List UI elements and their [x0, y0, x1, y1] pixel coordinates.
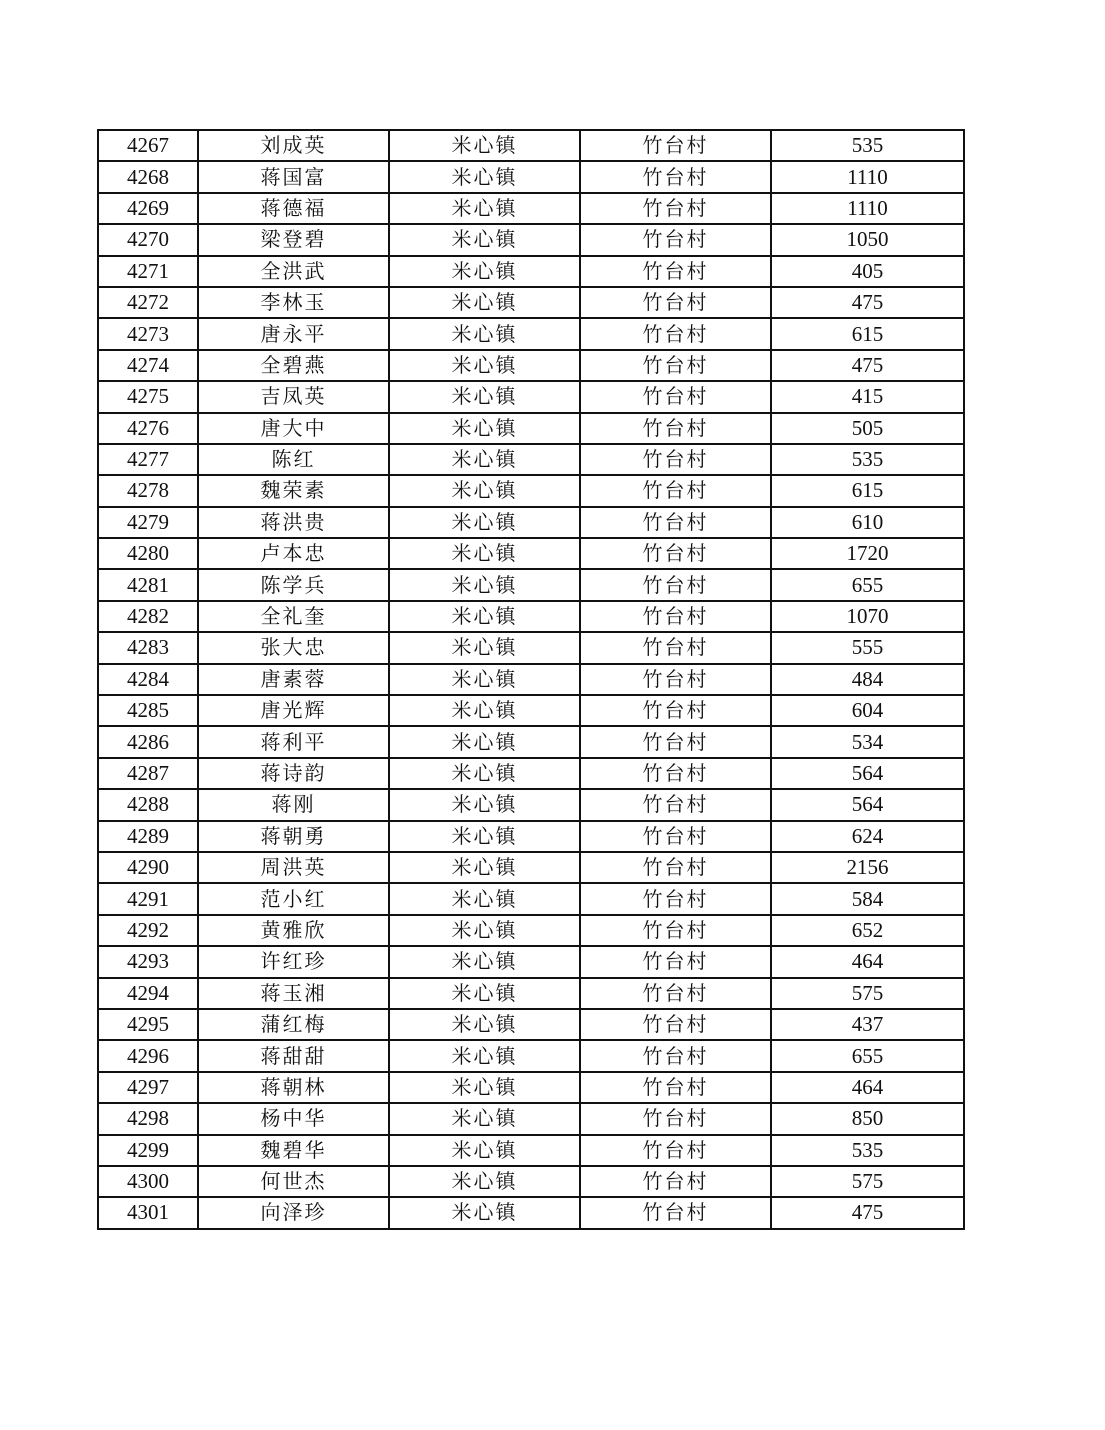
cell-village: 竹台村	[580, 1197, 771, 1228]
cell-name: 全洪武	[198, 256, 389, 287]
cell-name: 全礼奎	[198, 601, 389, 632]
cell-amount: 655	[771, 569, 964, 600]
table-row	[98, 601, 964, 632]
cell-amount: 610	[771, 507, 964, 538]
cell-id: 4275	[98, 381, 198, 412]
cell-town: 米心镇	[389, 632, 580, 663]
cell-id: 4289	[98, 821, 198, 852]
cell-name: 卢本忠	[198, 538, 389, 569]
cell-town: 米心镇	[389, 538, 580, 569]
cell-name: 刘成英	[198, 130, 389, 161]
cell-town: 米心镇	[389, 413, 580, 444]
cell-village: 竹台村	[580, 1166, 771, 1197]
table-row	[98, 569, 964, 600]
cell-amount: 555	[771, 632, 964, 663]
cell-amount: 1110	[771, 161, 964, 192]
cell-id: 4271	[98, 256, 198, 287]
cell-town: 米心镇	[389, 758, 580, 789]
table-row	[98, 381, 964, 412]
table-row	[98, 475, 964, 506]
cell-village: 竹台村	[580, 1040, 771, 1071]
table-row	[98, 1072, 964, 1103]
cell-id: 4285	[98, 695, 198, 726]
cell-name: 张大忠	[198, 632, 389, 663]
cell-id: 4299	[98, 1135, 198, 1166]
cell-village: 竹台村	[580, 569, 771, 600]
cell-amount: 1070	[771, 601, 964, 632]
cell-name: 唐光辉	[198, 695, 389, 726]
cell-village: 竹台村	[580, 193, 771, 224]
table-row	[98, 256, 964, 287]
table-row	[98, 1197, 964, 1228]
cell-name: 蒋国富	[198, 161, 389, 192]
cell-village: 竹台村	[580, 318, 771, 349]
roster-table	[97, 129, 965, 1230]
cell-amount: 564	[771, 758, 964, 789]
cell-amount: 475	[771, 350, 964, 381]
cell-amount: 475	[771, 1197, 964, 1228]
table-row	[98, 789, 964, 820]
cell-id: 4276	[98, 413, 198, 444]
cell-town: 米心镇	[389, 475, 580, 506]
cell-amount: 535	[771, 130, 964, 161]
cell-amount: 1110	[771, 193, 964, 224]
cell-town: 米心镇	[389, 978, 580, 1009]
cell-id: 4282	[98, 601, 198, 632]
cell-town: 米心镇	[389, 318, 580, 349]
table-row	[98, 507, 964, 538]
cell-village: 竹台村	[580, 1072, 771, 1103]
cell-name: 梁登碧	[198, 224, 389, 255]
cell-amount: 464	[771, 946, 964, 977]
cell-village: 竹台村	[580, 664, 771, 695]
cell-town: 米心镇	[389, 224, 580, 255]
cell-village: 竹台村	[580, 287, 771, 318]
cell-name: 唐素蓉	[198, 664, 389, 695]
cell-town: 米心镇	[389, 130, 580, 161]
cell-village: 竹台村	[580, 726, 771, 757]
cell-amount: 1050	[771, 224, 964, 255]
cell-name: 蒋德福	[198, 193, 389, 224]
cell-name: 全碧燕	[198, 350, 389, 381]
cell-village: 竹台村	[580, 130, 771, 161]
cell-town: 米心镇	[389, 883, 580, 914]
cell-village: 竹台村	[580, 1009, 771, 1040]
cell-amount: 505	[771, 413, 964, 444]
table-row	[98, 664, 964, 695]
cell-id: 4296	[98, 1040, 198, 1071]
cell-town: 米心镇	[389, 350, 580, 381]
cell-town: 米心镇	[389, 193, 580, 224]
table-row	[98, 444, 964, 475]
table-row	[98, 193, 964, 224]
cell-amount: 655	[771, 1040, 964, 1071]
cell-town: 米心镇	[389, 256, 580, 287]
cell-name: 蒋甜甜	[198, 1040, 389, 1071]
cell-town: 米心镇	[389, 1103, 580, 1134]
cell-village: 竹台村	[580, 350, 771, 381]
cell-village: 竹台村	[580, 978, 771, 1009]
table-row	[98, 1103, 964, 1134]
cell-town: 米心镇	[389, 915, 580, 946]
cell-name: 李林玉	[198, 287, 389, 318]
cell-amount: 624	[771, 821, 964, 852]
cell-village: 竹台村	[580, 946, 771, 977]
cell-id: 4274	[98, 350, 198, 381]
cell-name: 周洪英	[198, 852, 389, 883]
cell-name: 蒋洪贵	[198, 507, 389, 538]
cell-id: 4287	[98, 758, 198, 789]
cell-name: 陈红	[198, 444, 389, 475]
cell-village: 竹台村	[580, 444, 771, 475]
cell-name: 蒋诗韵	[198, 758, 389, 789]
cell-name: 蒋利平	[198, 726, 389, 757]
cell-name: 唐永平	[198, 318, 389, 349]
cell-village: 竹台村	[580, 821, 771, 852]
cell-village: 竹台村	[580, 601, 771, 632]
cell-name: 黄雅欣	[198, 915, 389, 946]
cell-id: 4280	[98, 538, 198, 569]
cell-town: 米心镇	[389, 664, 580, 695]
table-row	[98, 538, 964, 569]
cell-id: 4293	[98, 946, 198, 977]
cell-village: 竹台村	[580, 224, 771, 255]
cell-amount: 564	[771, 789, 964, 820]
cell-amount: 850	[771, 1103, 964, 1134]
table-row	[98, 946, 964, 977]
cell-id: 4300	[98, 1166, 198, 1197]
table-row	[98, 978, 964, 1009]
cell-name: 陈学兵	[198, 569, 389, 600]
cell-town: 米心镇	[389, 1072, 580, 1103]
cell-town: 米心镇	[389, 852, 580, 883]
cell-name: 魏荣素	[198, 475, 389, 506]
cell-town: 米心镇	[389, 1135, 580, 1166]
cell-village: 竹台村	[580, 1135, 771, 1166]
table-row	[98, 1135, 964, 1166]
cell-amount: 615	[771, 475, 964, 506]
cell-id: 4279	[98, 507, 198, 538]
cell-name: 范小红	[198, 883, 389, 914]
cell-town: 米心镇	[389, 726, 580, 757]
cell-id: 4278	[98, 475, 198, 506]
cell-town: 米心镇	[389, 695, 580, 726]
cell-town: 米心镇	[389, 1197, 580, 1228]
cell-village: 竹台村	[580, 256, 771, 287]
cell-town: 米心镇	[389, 381, 580, 412]
table-row	[98, 695, 964, 726]
table-row	[98, 1166, 964, 1197]
cell-name: 蒋朝勇	[198, 821, 389, 852]
cell-amount: 415	[771, 381, 964, 412]
cell-town: 米心镇	[389, 1009, 580, 1040]
table-row	[98, 130, 964, 161]
cell-amount: 604	[771, 695, 964, 726]
table-row	[98, 726, 964, 757]
cell-name: 向泽珍	[198, 1197, 389, 1228]
cell-id: 4288	[98, 789, 198, 820]
cell-amount: 464	[771, 1072, 964, 1103]
cell-town: 米心镇	[389, 507, 580, 538]
cell-id: 4290	[98, 852, 198, 883]
cell-village: 竹台村	[580, 507, 771, 538]
cell-amount: 615	[771, 318, 964, 349]
cell-id: 4295	[98, 1009, 198, 1040]
cell-name: 何世杰	[198, 1166, 389, 1197]
cell-village: 竹台村	[580, 475, 771, 506]
table-row	[98, 1040, 964, 1071]
cell-town: 米心镇	[389, 569, 580, 600]
cell-name: 唐大中	[198, 413, 389, 444]
cell-amount: 652	[771, 915, 964, 946]
cell-id: 4268	[98, 161, 198, 192]
cell-id: 4277	[98, 444, 198, 475]
cell-village: 竹台村	[580, 883, 771, 914]
cell-town: 米心镇	[389, 821, 580, 852]
cell-town: 米心镇	[389, 287, 580, 318]
cell-id: 4297	[98, 1072, 198, 1103]
table-row	[98, 350, 964, 381]
cell-village: 竹台村	[580, 789, 771, 820]
cell-town: 米心镇	[389, 1166, 580, 1197]
cell-amount: 1720	[771, 538, 964, 569]
cell-name: 许红珍	[198, 946, 389, 977]
cell-village: 竹台村	[580, 161, 771, 192]
cell-amount: 484	[771, 664, 964, 695]
table-row	[98, 632, 964, 663]
table-row	[98, 915, 964, 946]
cell-amount: 575	[771, 1166, 964, 1197]
cell-id: 4269	[98, 193, 198, 224]
table-row	[98, 318, 964, 349]
table-row	[98, 821, 964, 852]
cell-id: 4283	[98, 632, 198, 663]
cell-id: 4281	[98, 569, 198, 600]
cell-village: 竹台村	[580, 758, 771, 789]
cell-town: 米心镇	[389, 444, 580, 475]
table-row	[98, 413, 964, 444]
table-row	[98, 758, 964, 789]
cell-amount: 535	[771, 1135, 964, 1166]
table-row	[98, 287, 964, 318]
cell-amount: 405	[771, 256, 964, 287]
cell-village: 竹台村	[580, 538, 771, 569]
cell-id: 4294	[98, 978, 198, 1009]
cell-id: 4270	[98, 224, 198, 255]
cell-amount: 535	[771, 444, 964, 475]
cell-name: 蒋玉湘	[198, 978, 389, 1009]
table-row	[98, 883, 964, 914]
cell-amount: 437	[771, 1009, 964, 1040]
table-row	[98, 1009, 964, 1040]
cell-name: 蒲红梅	[198, 1009, 389, 1040]
cell-town: 米心镇	[389, 1040, 580, 1071]
cell-town: 米心镇	[389, 789, 580, 820]
cell-amount: 475	[771, 287, 964, 318]
cell-village: 竹台村	[580, 915, 771, 946]
cell-id: 4292	[98, 915, 198, 946]
cell-village: 竹台村	[580, 852, 771, 883]
cell-town: 米心镇	[389, 161, 580, 192]
cell-name: 杨中华	[198, 1103, 389, 1134]
roster-table-body	[98, 130, 964, 1229]
cell-village: 竹台村	[580, 695, 771, 726]
cell-name: 蒋刚	[198, 789, 389, 820]
cell-amount: 575	[771, 978, 964, 1009]
cell-village: 竹台村	[580, 632, 771, 663]
cell-id: 4273	[98, 318, 198, 349]
cell-name: 吉凤英	[198, 381, 389, 412]
table-row	[98, 224, 964, 255]
cell-id: 4286	[98, 726, 198, 757]
cell-amount: 584	[771, 883, 964, 914]
cell-village: 竹台村	[580, 413, 771, 444]
cell-village: 竹台村	[580, 1103, 771, 1134]
cell-name: 蒋朝林	[198, 1072, 389, 1103]
cell-town: 米心镇	[389, 601, 580, 632]
table-row	[98, 852, 964, 883]
cell-id: 4291	[98, 883, 198, 914]
cell-amount: 534	[771, 726, 964, 757]
table-row	[98, 161, 964, 192]
cell-id: 4301	[98, 1197, 198, 1228]
cell-id: 4284	[98, 664, 198, 695]
cell-amount: 2156	[771, 852, 964, 883]
cell-id: 4298	[98, 1103, 198, 1134]
cell-id: 4272	[98, 287, 198, 318]
cell-town: 米心镇	[389, 946, 580, 977]
cell-name: 魏碧华	[198, 1135, 389, 1166]
cell-id: 4267	[98, 130, 198, 161]
cell-village: 竹台村	[580, 381, 771, 412]
